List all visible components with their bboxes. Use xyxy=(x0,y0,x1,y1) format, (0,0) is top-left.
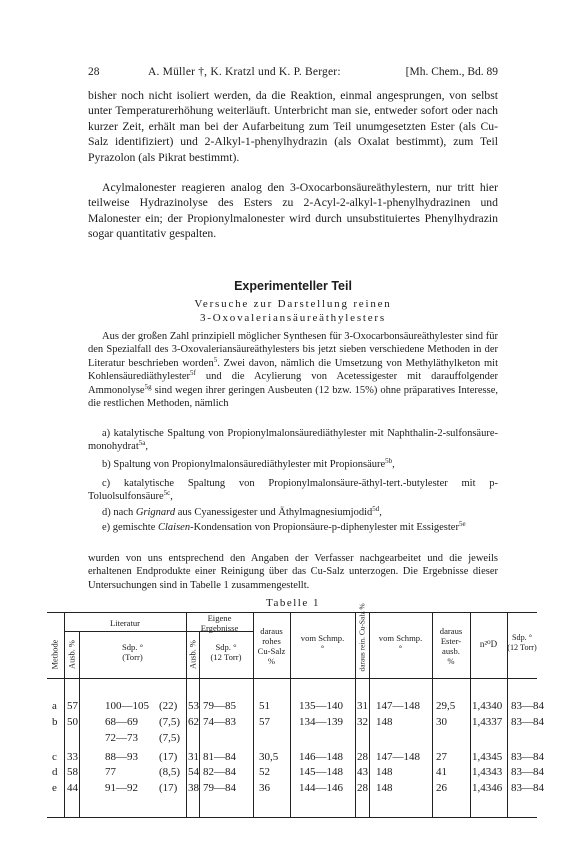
method-a-ref: 5a xyxy=(138,439,146,448)
cell-cu: 52 xyxy=(259,766,270,778)
cell-sdp2: 83—84 xyxy=(511,766,544,778)
cell-schmp: 144—146 xyxy=(299,782,343,794)
header-sdp-lit xyxy=(79,642,186,662)
method-c-ref: 5c xyxy=(163,489,171,498)
header-schmp-1 xyxy=(290,633,355,653)
subsection-title xyxy=(88,297,498,325)
cell-torr: (8,5) xyxy=(159,766,181,778)
method-e xyxy=(88,521,498,534)
table-top-rule xyxy=(47,612,537,613)
cell-torr: (22) xyxy=(159,700,178,712)
cell-ester: 30 xyxy=(436,716,447,728)
header-ester-line-2: Ester- xyxy=(440,636,462,646)
running-header xyxy=(88,66,498,82)
cell-m: a xyxy=(52,700,57,712)
table-row xyxy=(47,782,544,798)
cell-m: c xyxy=(52,751,57,763)
method-d: d) nach Grignard aus Cyanessigester und Äthylmagnesiumjodid$^{5d}$, xyxy=(102,505,382,518)
cell-eausb: 38 xyxy=(188,782,199,794)
header-schmp-1-unit: ° xyxy=(320,643,325,653)
cell-ausb: 50 xyxy=(67,716,78,728)
cell-nd: 1,4346 xyxy=(472,782,503,794)
cell-esdp: 79—85 xyxy=(203,700,236,712)
table-row xyxy=(47,751,544,767)
cell-cu: 51 xyxy=(259,700,270,712)
header-cu-line-3: Cu-Salz xyxy=(257,646,286,656)
cell-nd: 1,4340 xyxy=(472,700,503,712)
method-c: c) katalytische Spaltung von Propionylmalonsäure-äthyl-tert.-butylester mit p-Toluolsulfonsäure$^{5c}$, xyxy=(88,478,498,503)
cell-schmp2: 148 xyxy=(376,716,393,728)
cell-ester: 26 xyxy=(436,782,447,794)
header-nd: n²⁰D xyxy=(479,639,498,649)
header-sdp-end xyxy=(507,633,537,653)
method-b-ref: 5b xyxy=(385,457,393,465)
table-caption: Tabelle 1 xyxy=(266,597,320,609)
ref-5g: 5g xyxy=(144,382,152,391)
cell-cu: 57 xyxy=(259,716,270,728)
cell-sdp: 100—105 xyxy=(105,700,149,712)
exp-text-1: Aus der großen Zahl prinzipiell möglicher Synthesen für 3-Oxocarbonsäureäthylester sind für den Spezialfall des 3-Oxovaleriansäureäthylesters bis jetzt sieben verschiedene Methoden in der Literatur beschrieben worden xyxy=(88,331,498,369)
cell-schmp: 145—148 xyxy=(299,766,343,778)
header-sdp-lit-line-2: (Torr) xyxy=(122,652,143,662)
ref-5f: 5f xyxy=(190,369,196,378)
literatur-underline xyxy=(64,631,186,632)
cell-esdp: 81—84 xyxy=(203,751,236,763)
cell-sdp2: 83—84 xyxy=(511,716,544,728)
header-sdp-eig-line-1: Sdp. ° xyxy=(215,642,237,652)
cell-eausb: 62 xyxy=(188,716,199,728)
header-sdp-lit-line-1: Sdp. ° xyxy=(121,642,144,652)
method-c-text: c) katalytische Spaltung von Propionylmalonsäure-äthyl-tert.-butylester mit p-Toluolsulfonsäure xyxy=(88,478,498,503)
cell-schmp: 146—148 xyxy=(299,751,343,763)
exp-text-2: . Zwei davon, nämlich die Umsetzung von Methyläthylketon mit Kohlensäurediäthylester xyxy=(88,357,498,383)
header-cu-line-4: % xyxy=(267,656,276,666)
cell-rein: 28 xyxy=(357,782,368,794)
header-authors: A. Müller †, K. Kratzl und K. P. Berger: xyxy=(148,66,341,78)
cell-esdp: 79—84 xyxy=(203,782,236,794)
cell-sdp2: 83—84 xyxy=(511,700,544,712)
header-ester-line-3: ausb. xyxy=(442,646,460,656)
table-row xyxy=(47,700,544,716)
method-d-text: aus Cyanessigester und Äthylmagnesiumjodid xyxy=(175,507,373,518)
cell-rein: 28 xyxy=(357,751,368,763)
table-row xyxy=(47,732,537,748)
paragraph-1: bisher noch nicht isoliert werden, da die Reaktion, einmal angesprungen, von selbst unter Temperaturerhöhung weiterläuft. Unterbricht man sie, entweder sofort oder nach kurzer Zeit, erhält man bei der Aufarbeitung zum Teil unumgesetzten Ester (als Cu-Salz identifiziert) und 2-Alkyl-1-phenylhydrazin (als Oxalat bestimmt), zum Teil Pyrazolon (als Pikrat bestimmt). xyxy=(88,89,498,164)
header-ausb-eig: Ausb. % xyxy=(188,640,198,669)
header-schmp-1-label: vom Schmp. xyxy=(300,633,345,643)
cell-schmp: 135—140 xyxy=(299,700,343,712)
cell-eausb: 31 xyxy=(188,751,199,763)
cell-torr: (17) xyxy=(159,751,178,763)
experimental-paragraph-1 xyxy=(88,330,498,410)
cell-ester: 41 xyxy=(436,766,447,778)
method-e-ref: 5e xyxy=(458,520,466,528)
header-ester-line-1: daraus xyxy=(439,626,463,636)
header-sdp-end-line-1: Sdp. ° xyxy=(511,633,533,642)
cell-nd: 1,4337 xyxy=(472,716,503,728)
exp-text-3: und die Acylierung von Acetessigester mit darauffolgender Ammonolyse xyxy=(88,371,498,396)
cell-schmp2: 147—148 xyxy=(376,700,420,712)
cell-schmp2: 148 xyxy=(376,766,393,778)
method-e-text: -Kondensation von Propionsäure-p-diphenylester mit Essigester xyxy=(190,522,459,533)
subsection-title-line-2: 3-Oxovaleriansäureäthylesters xyxy=(200,312,386,324)
method-d-ref: 5d xyxy=(372,505,380,513)
cell-sdp2: 83—84 xyxy=(511,751,544,763)
header-schmp-2 xyxy=(369,633,432,653)
header-cu-line-2: rohes xyxy=(262,636,281,646)
method-d-pre: d) nach xyxy=(102,507,136,518)
cell-nd: 1,4343 xyxy=(472,766,503,778)
cell-rein: 31 xyxy=(357,700,368,712)
header-cu-line-1: daraus xyxy=(260,626,283,636)
cell-sdp: 77 xyxy=(105,766,116,778)
header-rein-cu: daraus rein. Cu-Salz % xyxy=(357,603,367,672)
header-sdp-eig xyxy=(199,642,253,662)
cell-esdp: 74—83 xyxy=(203,716,236,728)
method-b: b) Spaltung von Propionylmalonsäurediäthylester mit Propionsäure$^{5b}$, xyxy=(102,457,395,470)
cell-ausb: 33 xyxy=(67,751,78,763)
header-ester-line-4: % xyxy=(447,656,455,666)
method-a: a) katalytische Spaltung von Propionylmalonsäurediäthylester mit Naphthalin-2-sulfonsäure-monohydrat$^{5a}$, xyxy=(88,428,498,453)
ref-5: 5 xyxy=(213,355,218,364)
cell-sdp: 88—93 xyxy=(105,751,138,763)
cell-torr: (17) xyxy=(159,782,178,794)
cell-rein: 32 xyxy=(357,716,368,728)
header-journal: [Mh. Chem., Bd. 89 xyxy=(405,66,498,78)
cell-sdp: 91—92 xyxy=(105,782,138,794)
table-bottom-rule xyxy=(47,817,537,818)
cell-m: e xyxy=(52,782,57,794)
cell-nd: 1,4345 xyxy=(472,751,503,763)
header-ester xyxy=(432,626,470,666)
exp-text-4: sind wegen ihrer geringen Ausbeuten (12 bzw. 15%) ohne präparatives Interesse, die restlichen Methoden, nämlich xyxy=(88,384,498,410)
subsection-title-line-1: Versuche zur Darstellung reinen xyxy=(194,298,392,310)
header-methode: Methode xyxy=(50,639,60,670)
cell-ester: 29,5 xyxy=(436,700,456,712)
header-literatur: Literatur xyxy=(109,618,141,628)
header-eigene-line-2: Ergebnisse xyxy=(200,623,239,633)
cell-cu: 30,5 xyxy=(259,751,279,763)
header-sdp-end-line-2: (12 Torr) xyxy=(507,643,537,652)
page-number: 28 xyxy=(88,66,100,78)
cell-schmp: 134—139 xyxy=(299,716,343,728)
cell-rein: 43 xyxy=(357,766,368,778)
cell-torr: (7,5) xyxy=(159,716,181,728)
cell-schmp2: 147—148 xyxy=(376,751,420,763)
cell-cu: 36 xyxy=(259,782,270,794)
cell-schmp2: 148 xyxy=(376,782,393,794)
method-b-text: b) Spaltung von Propionylmalonsäurediäthylester mit Propionsäure xyxy=(102,459,386,470)
header-eigene-line-1: Eigene xyxy=(207,613,232,623)
header-schmp-2-label: vom Schmp. xyxy=(378,633,423,643)
method-e-pre: e) gemischte xyxy=(102,522,158,533)
cell-eausb: 54 xyxy=(188,766,199,778)
paragraph-2: Acylmalonester reagieren analog den 3-Oxocarbonsäureäthylestern, nur tritt hier teilweise Hydrazinolyse des Esters zu 2-Acyl-2-alkyl-1-phenylhydrazinen und Malonester ein; der Propionylmalonester wird durch unsubstituiertes Phenylhydrazin sogar quantitativ gespalten. xyxy=(88,181,498,241)
header-schmp-2-unit: ° xyxy=(398,643,403,653)
section-title: Experimenteller Teil xyxy=(234,279,352,293)
cell-sdp2: 83—84 xyxy=(511,782,544,794)
cell-esdp: 82—84 xyxy=(203,766,236,778)
cell-ester: 27 xyxy=(436,751,447,763)
cell-torr: (7,5) xyxy=(159,732,181,744)
table-row xyxy=(47,716,544,732)
cell-eausb: 53 xyxy=(188,700,199,712)
cell-m: d xyxy=(52,766,58,778)
cell-ausb: 57 xyxy=(67,700,78,712)
cell-ausb: 58 xyxy=(67,766,78,778)
header-ausb-lit: Ausb. % xyxy=(67,640,77,669)
experimental-paragraph-2: wurden von uns entsprechend den Angaben der Verfasser nachgearbeitet und die jeweils erhaltenen Endprodukte einer Reinigung über das Cu-Salz unterzogen. Die Ergebnisse dieser Untersuchungen sind in Tabelle 1 zusammengestellt. xyxy=(88,553,498,591)
cell-m: b xyxy=(52,716,58,728)
table-header-rule xyxy=(47,678,537,679)
table-row xyxy=(47,766,544,782)
method-d-name: Grignard xyxy=(135,507,176,518)
header-sdp-eig-line-2: (12 Torr) xyxy=(210,652,242,662)
cell-ausb: 44 xyxy=(67,782,78,794)
method-a-text: a) katalytische Spaltung von Propionylmalonsäurediäthylester mit Naphthalin-2-sulfonsäure-monohydrat xyxy=(88,428,498,453)
cell-sdp: 68—69 xyxy=(105,716,138,728)
cell-sdp: 72—73 xyxy=(105,732,138,744)
method-e-name: Claisen xyxy=(157,522,191,533)
header-cu-salz xyxy=(253,626,290,666)
